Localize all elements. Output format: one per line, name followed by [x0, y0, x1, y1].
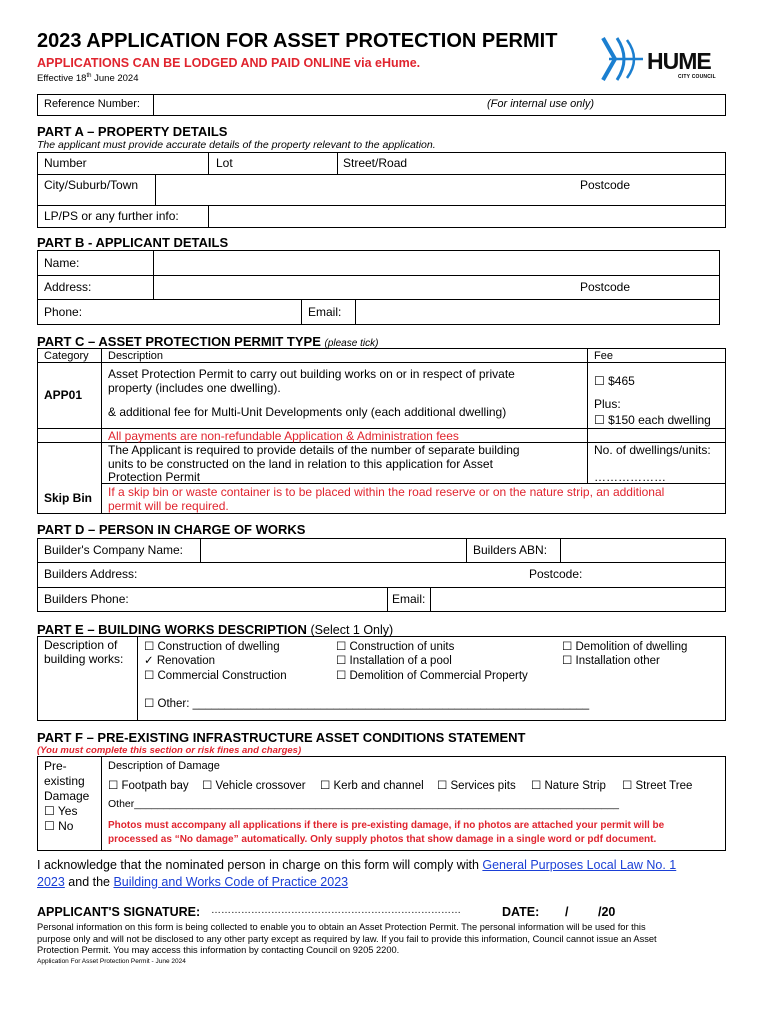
hume-logo: HUME CITY COUNCIL — [597, 34, 729, 84]
suburb-label: City/Suburb/Town — [44, 178, 139, 192]
lpps-field[interactable] — [209, 206, 725, 227]
lpps-label: LP/PS or any further info: — [44, 209, 179, 223]
street-tree-checkbox[interactable]: ☐ Street Tree — [622, 780, 693, 792]
builder-address-label: Builders Address: — [44, 567, 138, 581]
property-postcode-field[interactable] — [640, 175, 725, 204]
pool-installation-checkbox[interactable]: ☐ Installation of a pool — [336, 655, 452, 667]
pre-existing-label-line2: existing — [44, 774, 85, 788]
building-works-label-line1: Description of — [44, 638, 118, 652]
builder-postcode-label: Postcode: — [529, 567, 583, 581]
lot-label: Lot — [216, 156, 233, 170]
email-field[interactable] — [356, 300, 719, 324]
reference-number-field[interactable] — [155, 95, 475, 115]
skip-bin-notice-line2: permit will be required. — [108, 499, 229, 513]
reference-number-label: Reference Number: — [44, 98, 140, 110]
address-field[interactable] — [154, 276, 574, 298]
part-b-heading: PART B - APPLICANT DETAILS — [37, 235, 229, 250]
online-lodging-notice: APPLICATIONS CAN BE LODGED AND PAID ONLINE via eHume. — [37, 56, 421, 70]
footer-text: Application For Asset Protection Permit - June 2024 — [37, 958, 186, 965]
photos-notice-line2: processed as “No damage” automatically. Only supply photos that show damage in a single word or pdf document. — [108, 834, 657, 845]
construction-dwelling-checkbox[interactable]: ☐ Construction of dwelling — [144, 641, 280, 653]
internal-use-note: (For internal use only) — [487, 98, 594, 110]
damage-no-checkbox[interactable]: ☐ No — [44, 819, 74, 833]
category-header: Category — [44, 350, 89, 362]
builder-phone-field[interactable] — [140, 588, 386, 611]
installation-other-checkbox[interactable]: ☐ Installation other — [562, 655, 660, 667]
date-label: DATE: — [502, 905, 540, 919]
builder-phone-label: Builders Phone: — [44, 592, 129, 606]
building-works-label-line2: building works: — [44, 652, 124, 666]
local-law-year-link[interactable]: 2023 — [37, 875, 65, 889]
multi-unit-description: & additional fee for Multi-Unit Developments only (each additional dwelling) — [108, 405, 507, 419]
part-e-heading: PART E – BUILDING WORKS DESCRIPTION (Select 1 Only) — [37, 622, 394, 637]
signature-field[interactable]: ………………………………………………………………… — [211, 905, 461, 916]
builder-company-label: Builder's Company Name: — [44, 543, 184, 557]
code-of-practice-link[interactable]: Building and Works Code of Practice 2023 — [113, 875, 349, 889]
number-field[interactable] — [100, 153, 207, 173]
phone-label: Phone: — [44, 305, 83, 319]
acknowledgement: I acknowledge that the nominated person in charge on this form will comply with General Purposes Local Law No. 1 2023 and the Building and Works Code of Practice 2023 — [37, 858, 677, 889]
non-refundable-notice: All payments are non-refundable Application & Administration fees — [108, 429, 459, 443]
pre-existing-label-line1: Pre- — [44, 759, 67, 773]
vehicle-crossover-checkbox[interactable]: ☐ Vehicle crossover — [202, 780, 306, 792]
local-law-link[interactable]: General Purposes Local Law No. 1 — [482, 858, 677, 872]
property-postcode-label: Postcode — [580, 178, 631, 192]
privacy-statement: Personal information on this form is being collected to enable you to obtain an Asset Protection Permit. The personal information will be used for this purpose only and will not be disclosed to any other party except as required by law. If you fail to provide this information, Council cannot issue an Asset Protection Permit. You may access this information by contacting Council on 9205 2200. — [37, 922, 657, 955]
lot-field[interactable] — [240, 153, 336, 173]
street-field[interactable] — [420, 153, 725, 173]
demolition-dwelling-checkbox[interactable]: ☐ Demolition of dwelling — [562, 641, 688, 653]
date-separator[interactable]: / — [565, 905, 569, 919]
nature-strip-checkbox[interactable]: ☐ Nature Strip — [531, 780, 606, 792]
skip-bin-notice-line1: If a skip bin or waste container is to be placed within the road reserve or on the nature strip, an additional — [108, 485, 665, 499]
app01-category: APP01 — [44, 388, 83, 402]
damage-description-heading: Description of Damage — [108, 760, 220, 772]
name-field[interactable] — [154, 251, 719, 274]
dwellings-requirement-line3: Protection Permit — [108, 470, 201, 484]
part-f-heading: PART F – PRE-EXISTING INFRASTRUCTURE ASSET CONDITIONS STATEMENT — [37, 730, 526, 745]
phone-field[interactable] — [154, 300, 300, 324]
part-c-heading: PART C – ASSET PROTECTION PERMIT TYPE (please tick) — [37, 334, 379, 349]
construction-units-checkbox[interactable]: ☐ Construction of units — [336, 641, 455, 653]
dwellings-count-field[interactable]: ……………… — [594, 470, 666, 484]
applicant-postcode-field[interactable] — [640, 276, 719, 298]
dwellings-count-label: No. of dwellings/units: — [594, 443, 711, 457]
app01-fee-checkbox[interactable]: ☐ $465 — [594, 374, 635, 388]
address-label: Address: — [44, 280, 92, 294]
description-header: Description — [108, 350, 164, 362]
builder-email-label: Email: — [392, 592, 426, 606]
date-year[interactable]: /20 — [598, 905, 616, 919]
dwellings-requirement-line1: The Applicant is required to provide details of the number of separate building — [108, 443, 520, 457]
other-damage-field[interactable]: Other___________________________________________________________________________________ — [108, 798, 619, 810]
pre-existing-label-line3: Damage — [44, 789, 90, 803]
renovation-checkbox[interactable]: ✓ Renovation — [144, 655, 216, 667]
demolition-commercial-checkbox[interactable]: ☐ Demolition of Commercial Property — [336, 670, 528, 682]
number-label: Number — [44, 156, 87, 170]
plus-label: Plus: — [594, 397, 621, 411]
builder-abn-field[interactable] — [561, 539, 725, 561]
builder-email-field[interactable] — [431, 588, 725, 611]
fee-header: Fee — [594, 350, 613, 362]
other-works-field[interactable]: ☐ Other: ______________________________________________________________ — [144, 698, 590, 710]
app01-description-line2: property (includes one dwelling). — [108, 381, 281, 395]
suburb-field[interactable] — [156, 175, 576, 204]
street-label: Street/Road — [343, 156, 408, 170]
kerb-channel-checkbox[interactable]: ☐ Kerb and channel — [320, 780, 424, 792]
effective-date: Effective 18th June 2024 — [37, 73, 139, 85]
dwellings-requirement-line2: units to be constructed on the land in relation to this application for Asset — [108, 457, 493, 471]
part-d-heading: PART D – PERSON IN CHARGE OF WORKS — [37, 522, 306, 537]
builder-abn-label: Builders ABN: — [473, 543, 548, 557]
signature-label: APPLICANT'S SIGNATURE: — [37, 905, 201, 919]
multi-unit-fee-checkbox[interactable]: ☐ $150 each dwelling — [594, 413, 711, 427]
email-label: Email: — [308, 305, 342, 319]
page-title: 2023 APPLICATION FOR ASSET PROTECTION PERMIT — [37, 30, 558, 52]
builder-postcode-field[interactable] — [595, 563, 725, 586]
photos-notice-line1: Photos must accompany all applications if there is pre-existing damage, if no photos are attached your permit will be — [108, 820, 665, 831]
name-label: Name: — [44, 256, 80, 270]
app01-description-line1: Asset Protection Permit to carry out building works on or in respect of private — [108, 367, 515, 381]
damage-yes-checkbox[interactable]: ☐ Yes — [44, 804, 78, 818]
footpath-bay-checkbox[interactable]: ☐ Footpath bay — [108, 780, 189, 792]
commercial-construction-checkbox[interactable]: ☐ Commercial Construction — [144, 670, 287, 682]
applicant-postcode-label: Postcode — [580, 280, 631, 294]
skip-bin-category: Skip Bin — [44, 491, 93, 505]
builder-company-field[interactable] — [201, 539, 465, 561]
part-f-warning: (You must complete this section or risk fines and charges) — [37, 745, 302, 756]
services-pits-checkbox[interactable]: ☐ Services pits — [437, 780, 516, 792]
part-a-heading: PART A – PROPERTY DETAILS — [37, 124, 228, 139]
builder-address-field[interactable] — [150, 563, 520, 586]
part-a-note: The applicant must provide accurate details of the property relevant to the application. — [37, 139, 436, 151]
